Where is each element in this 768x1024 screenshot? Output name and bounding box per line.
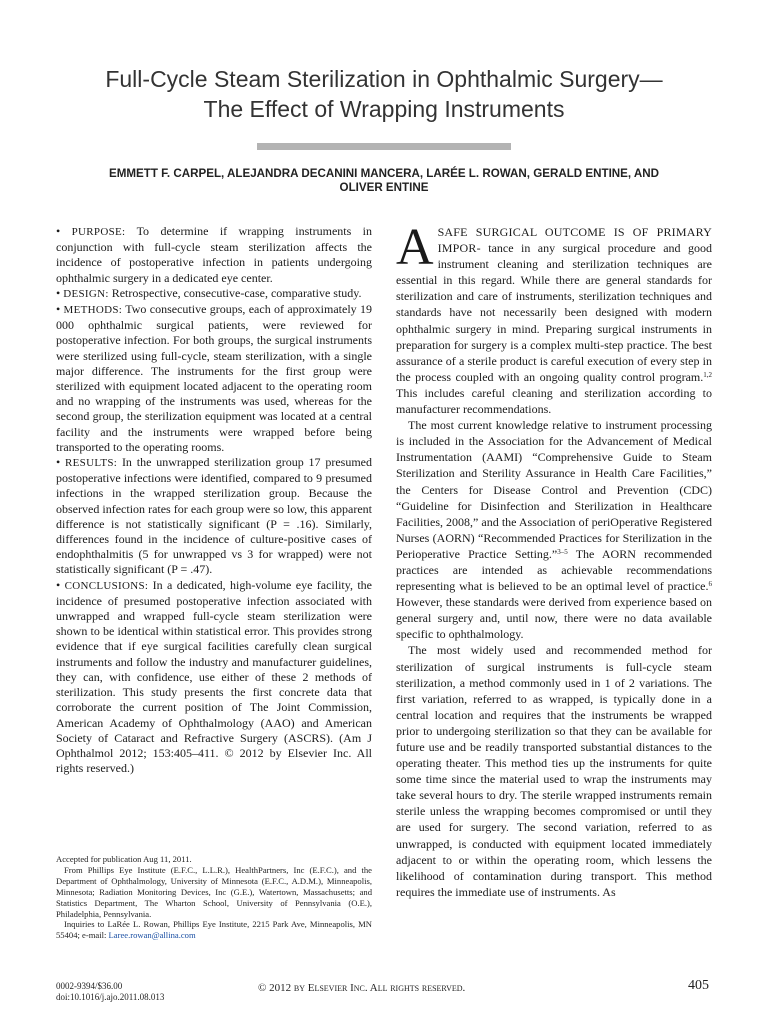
- purpose-text: To determine if wrapping instruments in conjunction with full-cycle steam sterilization affects the incidence of postoperative infection in patients undergoing ophthalmic surgery in a dedicated eye center.: [56, 224, 373, 285]
- reference-3-5[interactable]: 3–5: [557, 547, 568, 556]
- abstract: [56, 224, 372, 776]
- p1-text-b: This includes careful cleaning and sterilization according to manufacturer recommendations.: [396, 385, 712, 417]
- page-number: 405: [688, 978, 709, 993]
- abstract-purpose: • PURPOSE: To determine if wrapping instruments in conjunction with full-cycle steam sterilization affects the incidence of postoperative infection in patients undergoing ophthalmic surgery in a dedicated eye center.: [56, 224, 373, 285]
- author-list: [70, 167, 698, 195]
- authors-line-1: EMMETT F. CARPEL, ALEJANDRA DECANINI MANCERA, LARÉE L. ROWAN, GERALD ENTINE, AND: [108, 167, 660, 180]
- affiliations: From Phillips Eye Institute (E.F.C., L.L.R.), HealthPartners, Inc (E.F.C.), and the Department of Ophthalmology, University of Minnesota (E.F.C., A.D.M.), Minneapolis, Minnesota; Radiation Monitoring Devices, Inc (G.E.), Watertown, Massachusetts; and Statistics Department, The Wharton School, University of Pennsylvania (O.E.), Philadelphia, Pennsylvania.: [56, 864, 372, 919]
- abstract-results: • RESULTS: In the unwrapped sterilization group 17 presumed postoperative infections were identified, compared to 9 presumed infections in the wrapped sterilization group. Because the observed infection rates for each group were so low, this apparent difference is not statistically significant (P = .16). Similarly, differences found in the incidence of culture-positive cases of endophthalmitis (5 for unwrapped vs 3 for wrapped) were not statistically significant (P = .47).: [56, 455, 372, 577]
- intro-lead: SAFE SURGICAL OUTCOME IS OF PRIMARY IMPOR-: [437, 225, 712, 256]
- conclusions-text: In a dedicated, high-volume eye facility, the incidence of presumed postoperative infection associated with unwrapped and wrapped full-cycle steam sterilization were shown to be identical within statistical error. This provides strong evidence that if eye surgical facilities carefully clean surgical instruments and follow the industry and manufacturer guidelines, they can, with confidence, use either of these 2 methods of sterilization. This study presents the first concrete data that corroborate the current position of The Joint Commission, American Academy of Ophthalmology (AAO) and American Society of Cataract and Refractive Surgery (ASCRS). (Am J Ophthalmol 2012; 153:405–411. © 2012 by Elsevier Inc. All rights reserved.): [56, 577, 372, 776]
- article-footnote: [56, 854, 372, 941]
- reference-1-2[interactable]: 1,2: [703, 370, 712, 379]
- abstract-methods: • METHODS: Two consecutive groups, each of approximately 19 000 ophthalmic surgical patients, were reviewed for postoperative infection. For both groups, the surgical instruments were sterilized using full-cycle, steam sterilization, with a single major difference. The instruments for the first group were sterilized with equipment located adjacent to the operating room and no wrapping of the instruments was used, whereas for the second group, the sterilization equipment was located at a central facility and the instruments were wrapped before being transported to the operating rooms.: [56, 302, 372, 454]
- footer-copyright: © 2012 by Elsevier Inc. All rights reserved.: [258, 982, 466, 994]
- correspondence: [56, 919, 372, 941]
- p2-text-b: The AORN recommended practices are intended as achievable recommendations representing what is believed to be an optimal level of practice.: [396, 546, 712, 594]
- design-text: Retrospective, consecutive-case, comparative study.: [111, 285, 362, 300]
- drop-cap: A: [396, 219, 434, 276]
- intro-paragraph-2: [396, 417, 712, 642]
- footer-identifiers: [56, 981, 164, 1003]
- results-text: In the unwrapped sterilization group 17 presumed postoperative infections were identified, compared to 9 presumed infections in the wrapped sterilization group. Because the observed infection rates for each group were so low, this apparent difference is not statistically significant (P = .16). Similarly, differences found in the incidence of culture-positive cases of endophthalmitis (5 for unwrapped vs 3 for wrapped) were not statistically significant (P = .47).: [56, 455, 372, 577]
- title-line-1: Full-Cycle Steam Sterilization in Ophthalmic Surgery—: [105, 66, 663, 92]
- issn-price: 0002-9394/$36.00: [56, 981, 123, 991]
- methods-label: METHODS:: [63, 304, 123, 317]
- article-title: [40, 64, 728, 124]
- doi: doi:10.1016/j.ajo.2011.08.013: [56, 992, 165, 1002]
- results-label: RESULTS:: [65, 457, 118, 470]
- p2-text-c: However, these standards were derived from experience based on general surgery and, until now, there were no data available specific to ophthalmology.: [396, 595, 712, 642]
- introduction-column: [396, 219, 712, 900]
- email-link[interactable]: Laree.rowan@allina.com: [108, 930, 196, 941]
- reference-6[interactable]: 6: [708, 580, 712, 589]
- intro-paragraph-1: [396, 219, 712, 417]
- purpose-label: PURPOSE:: [71, 226, 126, 238]
- conclusions-label: CONCLUSIONS:: [64, 579, 149, 592]
- inquiries-text: Inquiries to LaRée L. Rowan, Phillips Eye Institute, 2215 Park Ave, Minneapolis, MN 55404; e-mail:: [56, 919, 372, 941]
- p1-text-a: tance in any surgical procedure and good instrument cleaning and sterilization techniques are essential in this regard. While there are general standards for sterilization and care of instruments, sterilization techniques and standards have not necessarily been designed with modern ophthalmic surgery in mind. Preparing surgical instruments in preparation for surgery is a complex multi-step practice. The best assurance of a sterile product is careful execution of every step in the process coupled with an ongoing quality control program.: [396, 241, 712, 384]
- intro-paragraph-3: The most widely used and recommended method for sterilization of surgical instruments is full-cycle steam sterilization, a method commonly used in 1 of 2 variations. The first variation, referred to as wrapped, is typically done in a central location and requires that the instruments be wrapped prior to undergoing sterilization so that they can be available for future use and be readily transported substantial distances to the operating theater. This method ties up the instruments for quite some time since the material used to wrap the instruments may take several hours to dry. The sterile wrapped instruments remain sterile unless the wrapping becomes compromised or until they are used for surgery. The second variation, referred to as unwrapped, is conducted with equipment located immediately adjacent to or within the operating room, which lessens the likelihood of contamination during transport. This method requires the immediate use of instruments. As: [396, 643, 712, 899]
- abstract-conclusions: • CONCLUSIONS: In a dedicated, high-volume eye facility, the incidence of presumed postoperative infection associated with unwrapped and wrapped full-cycle steam sterilization were shown to be identical within statistical error. This provides strong evidence that if eye surgical facilities carefully clean surgical instruments and follow the industry and manufacturer guidelines, they can, with confidence, use either of these 2 methods of sterilization. This study presents the first concrete data that corroborate the current position of The Joint Commission, American Academy of Ophthalmology (AAO) and American Society of Cataract and Refractive Surgery (ASCRS). (Am J Ophthalmol 2012; 153:405–411. © 2012 by Elsevier Inc. All rights reserved.): [56, 577, 372, 776]
- authors-line-2: OLIVER ENTINE: [339, 181, 429, 194]
- accepted-date: Accepted for publication Aug 11, 2011.: [56, 854, 192, 864]
- abstract-design: • DESIGN: Retrospective, consecutive-case, comparative study.: [56, 285, 362, 300]
- title-line-2: The Effect of Wrapping Instruments: [203, 96, 565, 122]
- title-divider: [257, 143, 511, 150]
- methods-text: Two consecutive groups, each of approximately 19 000 ophthalmic surgical patients, were reviewed for postoperative infection. For both groups, the surgical instruments were sterilized using full-cycle, steam sterilization, with a single major difference. The instruments for the first group were sterilized with equipment located adjacent to the operating room and no wrapping of the instruments was used, whereas for the second group, the sterilization equipment was located at a central facility and the instruments were wrapped before being transported to the operating rooms.: [56, 302, 372, 454]
- design-label: DESIGN:: [63, 287, 109, 300]
- p2-text-a: The most current knowledge relative to instrument processing is included in the Association for the Advancement of Medical Instrumentation (AAMI) “Comprehensive Guide to Steam Sterilization and Sterility Assurance in Health Care Facilities,” the Centers for Disease Control and Prevention (CDC) “Guideline for Disinfection and Sterilization in Healthcare Facilities, 2008,” and the Association of periOperative Registered Nurses (AORN) “Recommended Practices for Sterilization in the Perioperative Practice Setting.”: [396, 418, 712, 561]
